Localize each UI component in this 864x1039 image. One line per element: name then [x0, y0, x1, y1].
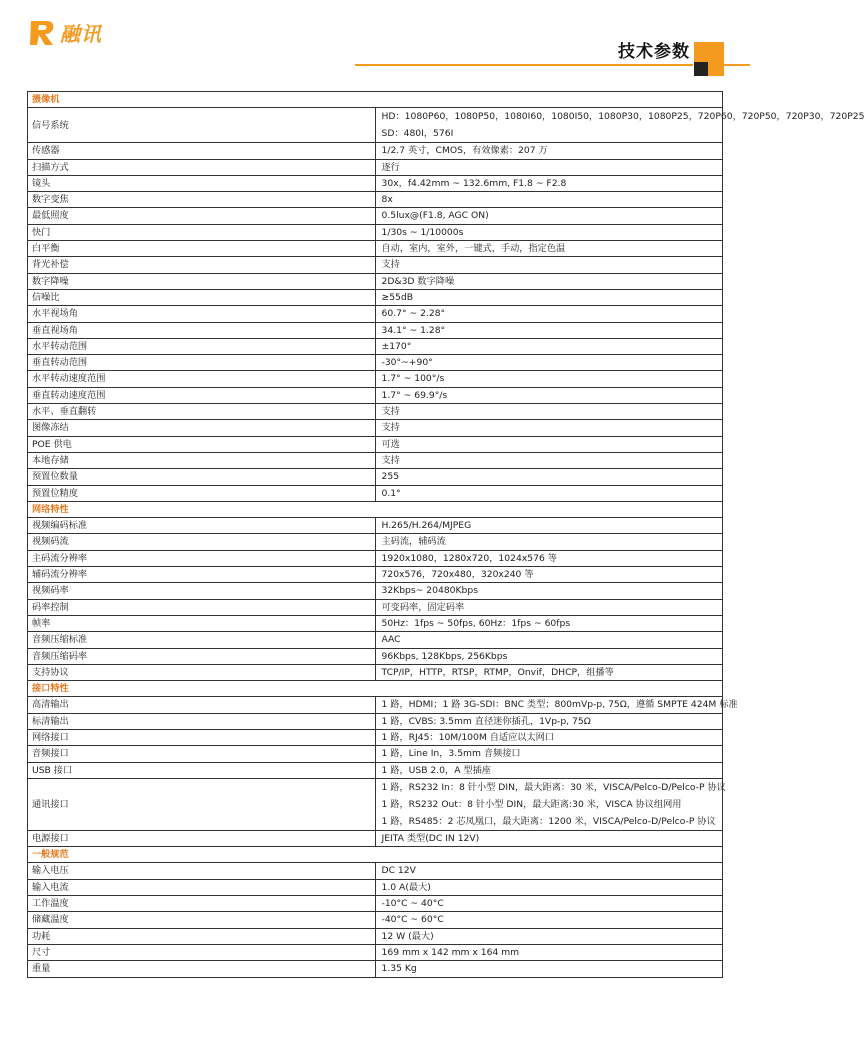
- spec-label: 辅码流分辨率: [28, 567, 376, 583]
- spec-value: 60.7° ~ 2.28°: [375, 306, 723, 322]
- table-row: [28, 928, 723, 944]
- spec-label: 输入电流: [28, 879, 376, 895]
- spec-value: 0.5lux@(F1.8, AGC ON): [375, 208, 723, 224]
- spec-label: 音频压缩码率: [28, 648, 376, 664]
- section-header-row: [28, 501, 723, 517]
- spec-table: [27, 91, 864, 978]
- spec-value: JEITA 类型(DC IN 12V): [375, 830, 723, 846]
- spec-value: H.265/H.264/MJPEG: [375, 518, 723, 534]
- spec-label: 预置位精度: [28, 485, 376, 501]
- spec-value: 1/30s ~ 1/10000s: [375, 224, 723, 240]
- spec-value: 30x，f4.42mm ~ 132.6mm, F1.8 ~ F2.8: [375, 175, 723, 191]
- spec-value: 1 路，USB 2.0，A 型插座: [375, 762, 723, 778]
- spec-label: 储藏温度: [28, 912, 376, 928]
- brand-logo: [28, 14, 128, 50]
- spec-label: 快门: [28, 224, 376, 240]
- table-row: [28, 664, 723, 680]
- spec-value: -30°~+90°: [375, 355, 723, 371]
- spec-value: 1.7° ~ 69.9°/s: [375, 387, 723, 403]
- spec-value: 720x576，720x480，320x240 等: [375, 567, 723, 583]
- spec-label: 数字变焦: [28, 192, 376, 208]
- spec-value: ≥55dB: [375, 289, 723, 305]
- spec-value: [375, 778, 726, 830]
- spec-value: 255: [375, 469, 723, 485]
- section-title: 一般规范: [28, 847, 723, 863]
- spec-value: 50Hz：1fps ~ 50fps, 60Hz：1fps ~ 60fps: [375, 615, 723, 631]
- header-divider: [355, 64, 693, 66]
- spec-label: 功耗: [28, 928, 376, 944]
- table-row: [28, 469, 723, 485]
- spec-label: 视频码流: [28, 534, 376, 550]
- section-header-row: [28, 847, 723, 863]
- spec-label: 信噪比: [28, 289, 376, 305]
- section-header-row: [28, 681, 723, 697]
- spec-value: 支持: [375, 404, 723, 420]
- table-row: [28, 961, 723, 977]
- spec-value: AAC: [375, 632, 723, 648]
- table-row: [28, 355, 723, 371]
- spec-value: -10°C ~ 40°C: [375, 896, 723, 912]
- spec-label: 本地存储: [28, 452, 376, 468]
- table-row: [28, 108, 723, 143]
- table-row: [28, 912, 723, 928]
- table-row: [28, 648, 723, 664]
- spec-label: 通讯接口: [28, 778, 376, 830]
- spec-value: 1/2.7 英寸，CMOS，有效像素：207 万: [375, 143, 723, 159]
- spec-value: 2D&3D 数字降噪: [375, 273, 723, 289]
- spec-value: [375, 108, 864, 143]
- spec-value-line: 1 路，RS232 In：8 针小型 DIN，最大距离：30 米，VISCA/Pelco-D/Pelco-P 协议: [381, 781, 726, 793]
- spec-value: 96Kbps, 128Kbps, 256Kbps: [375, 648, 723, 664]
- spec-value: 自动，室内，室外，一键式，手动，指定色温: [375, 241, 723, 257]
- spec-label: USB 接口: [28, 762, 376, 778]
- table-row: [28, 583, 723, 599]
- spec-value: 1 路，CVBS: 3.5mm 直径迷你插孔，1Vp-p, 75Ω: [375, 713, 723, 729]
- table-row: [28, 208, 723, 224]
- spec-label: 电源接口: [28, 830, 376, 846]
- table-row: [28, 241, 723, 257]
- spec-label: 帧率: [28, 615, 376, 631]
- spec-value-line: 1 路，RS232 Out：8 针小型 DIN，最大距离:30 米，VISCA 协议组网用: [381, 798, 682, 810]
- table-row: [28, 944, 723, 960]
- spec-label: 背光补偿: [28, 257, 376, 273]
- table-row: [28, 224, 723, 240]
- spec-label: POE 供电: [28, 436, 376, 452]
- spec-label: 预置位数量: [28, 469, 376, 485]
- logo-r-icon: [28, 17, 58, 47]
- spec-label: 尺寸: [28, 944, 376, 960]
- table-row: [28, 713, 723, 729]
- header-accent-dark-block: [694, 62, 708, 76]
- table-row: [28, 863, 723, 879]
- spec-value: TCP/IP，HTTP，RTSP，RTMP，Onvif，DHCP，组播等: [375, 664, 723, 680]
- table-row: [28, 599, 723, 615]
- table-row: [28, 289, 723, 305]
- spec-label: 主码流分辨率: [28, 550, 376, 566]
- spec-value: 1.35 Kg: [375, 961, 723, 977]
- spec-value: 0.1°: [375, 485, 723, 501]
- table-row: [28, 387, 723, 403]
- spec-label: 水平视场角: [28, 306, 376, 322]
- spec-value: 支持: [375, 257, 723, 273]
- table-row: [28, 729, 723, 745]
- table-row: [28, 371, 723, 387]
- spec-value: DC 12V: [375, 863, 723, 879]
- table-row: [28, 306, 723, 322]
- table-row: [28, 452, 723, 468]
- spec-value: 支持: [375, 452, 723, 468]
- table-row: [28, 830, 723, 846]
- table-row: [28, 257, 723, 273]
- spec-value: 支持: [375, 420, 723, 436]
- spec-label: 工作温度: [28, 896, 376, 912]
- spec-label: 数字降噪: [28, 273, 376, 289]
- table-row: [28, 159, 723, 175]
- spec-value: 12 W (最大): [375, 928, 723, 944]
- spec-value: 可选: [375, 436, 723, 452]
- table-row: [28, 485, 723, 501]
- table-row: [28, 322, 723, 338]
- spec-label: 水平转动速度范围: [28, 371, 376, 387]
- section-title: 摄像机: [28, 92, 723, 108]
- table-row: [28, 273, 723, 289]
- spec-value: 169 mm x 142 mm x 164 mm: [375, 944, 723, 960]
- spec-value: 1 路，HDMI；1 路 3G-SDI：BNC 类型；800mVp-p, 75Ω，遵循 SMPTE 424M 标准: [375, 697, 723, 713]
- spec-value-line: HD：1080P60，1080P50，1080I60，1080I50，1080P30，1080P25，720P60，720P50，720P30，720P25: [381, 111, 864, 123]
- spec-value: 1 路，Line In，3.5mm 音频接口: [375, 746, 723, 762]
- spec-label: 水平、垂直翻转: [28, 404, 376, 420]
- spec-value: 逐行: [375, 159, 723, 175]
- spec-value: 可变码率，固定码率: [375, 599, 723, 615]
- table-row: [28, 436, 723, 452]
- table-row: [28, 550, 723, 566]
- table-row: [28, 567, 723, 583]
- table-row: [28, 192, 723, 208]
- table-row: [28, 697, 723, 713]
- table-row: [28, 534, 723, 550]
- table-row: [28, 778, 723, 830]
- section-header-row: [28, 92, 723, 108]
- spec-value: 主码流，辅码流: [375, 534, 723, 550]
- spec-value: 1 路，RJ45：10M/100M 自适应以太网口: [375, 729, 723, 745]
- spec-label: 信号系统: [28, 108, 376, 143]
- spec-label: 标清输出: [28, 713, 376, 729]
- spec-value: 1.7° ~ 100°/s: [375, 371, 723, 387]
- spec-label: 垂直转动范围: [28, 355, 376, 371]
- spec-label: 垂直转动速度范围: [28, 387, 376, 403]
- spec-label: 白平衡: [28, 241, 376, 257]
- spec-label: 支持协议: [28, 664, 376, 680]
- spec-label: 垂直视场角: [28, 322, 376, 338]
- table-row: [28, 632, 723, 648]
- spec-label: 镜头: [28, 175, 376, 191]
- spec-label: 视频编码标准: [28, 518, 376, 534]
- spec-value-line: 1 路，RS485：2 芯凤凰口，最大距离：1200 米，VISCA/Pelco-D/Pelco-P 协议: [381, 815, 716, 827]
- spec-label: 视频码率: [28, 583, 376, 599]
- spec-value: 34.1° ~ 1.28°: [375, 322, 723, 338]
- table-row: [28, 746, 723, 762]
- table-row: [28, 896, 723, 912]
- table-row: [28, 615, 723, 631]
- table-row: [28, 879, 723, 895]
- page-title: 技术参数: [618, 42, 690, 62]
- section-title: 网络特性: [28, 501, 723, 517]
- spec-value: 1.0 A(最大): [375, 879, 723, 895]
- spec-value: -40°C ~ 60°C: [375, 912, 723, 928]
- spec-value: 32Kbps~ 20480Kbps: [375, 583, 723, 599]
- spec-value-line: SD：480I，576I: [381, 128, 454, 140]
- table-row: [28, 762, 723, 778]
- table-row: [28, 518, 723, 534]
- spec-label: 传感器: [28, 143, 376, 159]
- spec-label: 码率控制: [28, 599, 376, 615]
- table-row: [28, 175, 723, 191]
- header-divider-end: [724, 64, 750, 66]
- logo-text: 融讯: [60, 21, 102, 46]
- spec-label: 水平转动范围: [28, 338, 376, 354]
- table-row: [28, 420, 723, 436]
- spec-value: 8x: [375, 192, 723, 208]
- table-row: [28, 404, 723, 420]
- spec-value: 1920x1080，1280x720，1024x576 等: [375, 550, 723, 566]
- spec-label: 图像冻结: [28, 420, 376, 436]
- spec-label: 输入电压: [28, 863, 376, 879]
- spec-label: 音频接口: [28, 746, 376, 762]
- spec-label: 高清输出: [28, 697, 376, 713]
- table-row: [28, 338, 723, 354]
- table-row: [28, 143, 723, 159]
- spec-label: 重量: [28, 961, 376, 977]
- section-title: 接口特性: [28, 681, 723, 697]
- spec-label: 最低照度: [28, 208, 376, 224]
- spec-label: 音频压缩标准: [28, 632, 376, 648]
- spec-label: 扫描方式: [28, 159, 376, 175]
- spec-value: ±170°: [375, 338, 723, 354]
- spec-label: 网络接口: [28, 729, 376, 745]
